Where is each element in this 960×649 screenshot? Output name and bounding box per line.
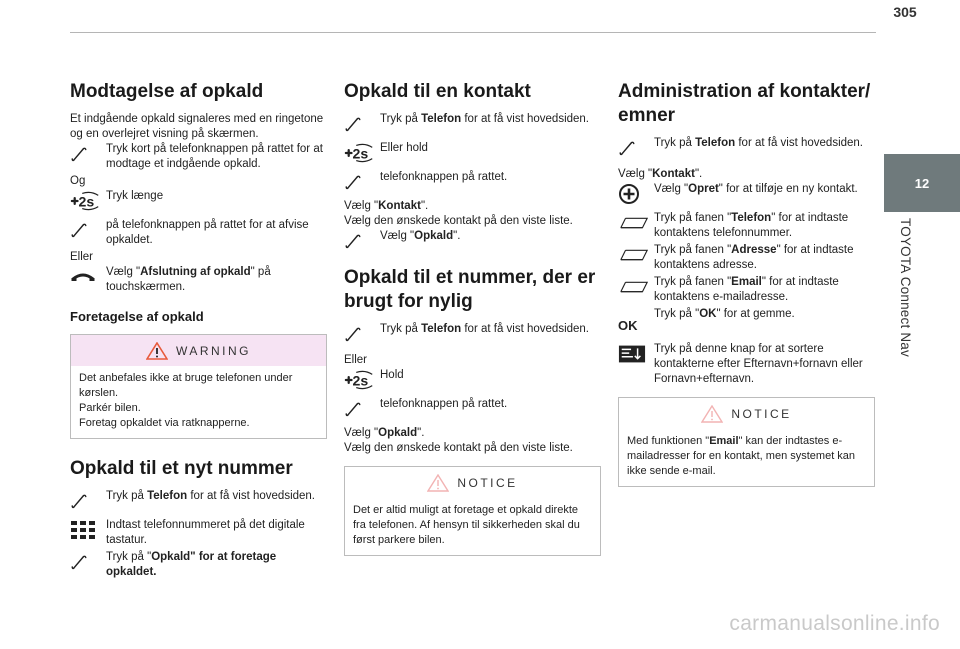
step-hold (344, 141, 601, 164)
watermark: carmanualsonline.info (729, 612, 940, 635)
step-hold (344, 368, 601, 391)
step-text: Indtast telefonnummeret på det digitale tastatur. (106, 519, 305, 546)
phone-icon (344, 171, 380, 193)
select-contact-list-text: Vælg den ønskede kontakt på den viste liste. (344, 215, 573, 227)
step-phone-tab (618, 211, 875, 241)
warning-header (71, 335, 326, 366)
step-tap-phone (344, 322, 601, 345)
step-text: Tryk på "OK" for at gemme. (654, 308, 795, 320)
heading-making-call: Foretagelse af opkald (70, 309, 204, 324)
step-text: Tryk på Telefon for at få vist hovedsiden. (380, 113, 590, 125)
notice-body (619, 429, 874, 486)
step-end-call (70, 265, 327, 295)
step-text: Tryk på fanen "Email" for at indtaste kontaktens e-mailadresse. (654, 276, 839, 303)
warning-icon (146, 342, 168, 360)
step-text: Tryk kort på telefonknappen på rattet for at modtage et indgående opkald. (106, 143, 323, 170)
step-text: Vælg "Afslutning af opkald" på touchskærmen. (106, 266, 271, 293)
step-answer (70, 142, 327, 172)
notice-header (619, 398, 874, 429)
select-call-text: Vælg "Opkald". (344, 427, 425, 439)
notice-text: Det er altid muligt at foretage et opkald direkte fra telefonen. Af hensyn til sikkerheden skal du først parkere bilen. (353, 504, 580, 546)
step-text: Tryk på denne knap for at sortere kontakterne efter Efternavn+fornavn eller Fornavn+efternavn. (654, 343, 863, 385)
phone-icon (70, 551, 106, 573)
phone-icon (344, 113, 380, 135)
eller-text: Eller (70, 251, 94, 263)
column-1 (70, 80, 327, 582)
phone-icon (344, 230, 380, 252)
heading-new-number: Opkald til et nyt nummer (70, 458, 293, 479)
og-text: Og (70, 175, 86, 187)
press-2s-icon (70, 190, 106, 212)
warning-body (71, 366, 326, 438)
warning-box (70, 334, 327, 439)
step-enter-number (70, 518, 327, 548)
select-contact-text: Vælg "Kontakt". (618, 168, 703, 180)
side-label (885, 212, 925, 362)
step-text: telefonknappen på rattet. (380, 171, 508, 183)
heading-recent-number: Opkald til et nummer, der er brugt for nylig (344, 267, 596, 312)
step-button (344, 397, 601, 420)
column-3 (618, 80, 875, 499)
step-text: på telefonknappen på rattet for at afvise opkaldet. (106, 219, 309, 246)
step-text: Vælg "Opkald". (380, 230, 461, 242)
page-number: 305 (893, 4, 917, 20)
step-text: Eller hold (380, 142, 428, 154)
step-text: Hold (380, 369, 404, 381)
step-select-call (344, 229, 601, 252)
phone-icon (70, 143, 106, 165)
step-text: telefonknappen på rattet. (380, 398, 508, 410)
warning-line: Det anbefales ikke at bruge telefonen under kørslen. (79, 372, 293, 399)
step-text: Tryk på Telefon for at få vist hovedsiden. (106, 490, 316, 502)
text-field-icon (618, 244, 654, 266)
step-email-tab (618, 275, 875, 305)
step-longpress (70, 189, 327, 212)
press-2s-icon (344, 369, 380, 391)
step-text: Tryk på fanen "Telefon" for at indtaste kontaktens telefonnummer. (654, 212, 849, 239)
select-contact-text: Vælg "Kontakt". (344, 200, 429, 212)
notice-header (345, 467, 600, 498)
step-text: Tryk på Telefon for at få vist hovedsiden. (654, 137, 864, 149)
step-create (618, 182, 875, 205)
warning-line: Parkér bilen. (79, 402, 141, 414)
heading-contact-call: Opkald til en kontakt (344, 81, 531, 102)
side-label-text: TOYOTA Connect Nav (897, 217, 913, 357)
step-text: Tryk på Telefon for at få vist hovedsiden. (380, 323, 590, 335)
keypad-icon (70, 519, 106, 541)
step-address-tab (618, 243, 875, 273)
phone-icon (618, 137, 654, 159)
notice-box (344, 466, 601, 556)
notice-body (345, 498, 600, 555)
warning-title: WARNING (175, 344, 252, 358)
chapter-tab[interactable] (884, 154, 960, 212)
step-text: Vælg "Opret" for at tilføje en ny kontakt. (654, 183, 858, 195)
eller-text: Eller (344, 354, 368, 366)
press-2s-icon (344, 142, 380, 164)
notice-text: Med funktionen "Email" kan der indtastes e-mailadresser for en kontakt, men systemet kan ikke sende e-mail. (627, 435, 856, 477)
column-2 (344, 80, 601, 568)
text-field-icon (618, 212, 654, 234)
phone-icon (344, 323, 380, 345)
intro-text: Et indgående opkald signaleres med en ringetone og en overlejret visning på skærmen. (70, 113, 324, 140)
phone-icon (344, 398, 380, 420)
step-call (70, 550, 327, 580)
phone-icon (70, 490, 106, 512)
step-text: Tryk på fanen "Adresse" for at indtaste kontaktens adresse. (654, 244, 854, 271)
text-field-icon (618, 276, 654, 298)
warning-line: Foretag opkaldet via ratknapperne. (79, 417, 250, 429)
step-tap-phone (344, 112, 601, 135)
hang-up-icon (70, 266, 106, 288)
heading-manage-contacts: Administration af kontakter/ emner (618, 81, 871, 126)
top-rule (70, 32, 876, 33)
step-reject (70, 218, 327, 248)
notice-icon (427, 474, 449, 492)
select-contact-list-text: Vælg den ønskede kontakt på den viste liste. (344, 442, 573, 454)
add-circle-icon (618, 183, 654, 205)
notice-title: NOTICE (457, 476, 518, 490)
step-text: Tryk på "Opkald" for at foretage opkaldet. (106, 551, 277, 578)
sort-contacts-icon (618, 343, 654, 365)
notice-box (618, 397, 875, 487)
step-tap-phone (70, 489, 327, 512)
step-text: Tryk længe (106, 190, 164, 202)
phone-icon (70, 219, 106, 241)
step-sort (618, 342, 875, 387)
notice-title: NOTICE (731, 407, 792, 421)
ok-icon: OK (618, 317, 638, 333)
step-button (344, 170, 601, 193)
step-tap-phone (618, 136, 875, 159)
step-ok (618, 307, 875, 336)
notice-icon (701, 405, 723, 423)
heading-incoming-call: Modtagelse af opkald (70, 81, 264, 102)
chapter-number: 12 (914, 175, 930, 191)
